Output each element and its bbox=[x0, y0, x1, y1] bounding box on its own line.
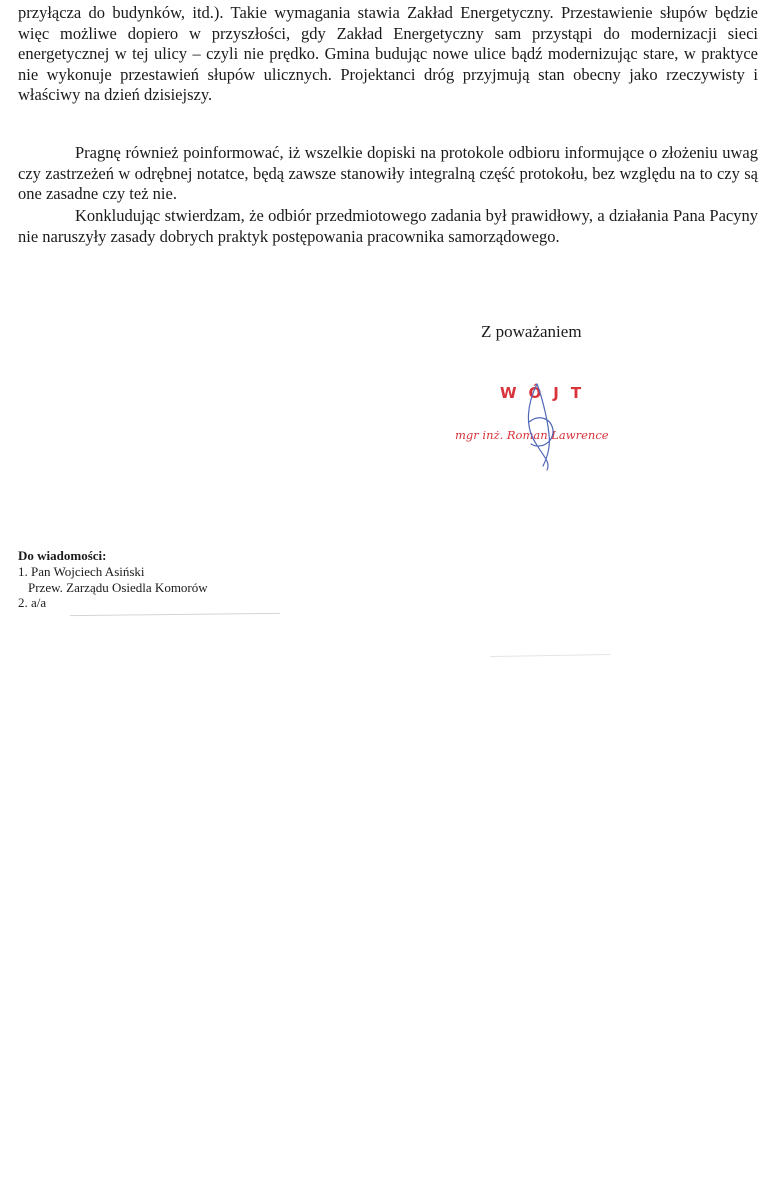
closing-salutation: Z poważaniem bbox=[481, 322, 582, 341]
stamp-title: WÓJT bbox=[500, 384, 594, 402]
distribution-item-1-detail: Przew. Zarządu Osiedla Komorów bbox=[28, 579, 208, 595]
distribution-list bbox=[18, 548, 208, 611]
paragraph-3: Konkludując stwierdzam, że odbiór przedmiotowego zadania był prawidłowy, a działania Pana Pacyny nie naruszyły zasady dobrych praktyk postępowania pracownika samorządowego. bbox=[18, 206, 758, 246]
paragraph-2: Pragnę również poinformować, iż wszelkie dopiski na protokole odbioru informujące o złożeniu uwag czy zastrzeżeń w odrębnej notatce, będą zawsze stanowiły integralną część protokołu, bez względu na to czy są one zasadne czy też nie. bbox=[18, 143, 758, 204]
scan-artifact-line bbox=[70, 613, 280, 616]
distribution-heading: Do wiadomości: bbox=[18, 548, 107, 563]
official-stamp bbox=[455, 364, 655, 474]
distribution-item-1: 1. Pan Wojciech Asiński bbox=[18, 563, 145, 579]
paragraph-1: przyłącza do budynków, itd.). Takie wymagania stawia Zakład Energetyczny. Przestawienie słupów będzie więc możliwe dopiero w przyszłości, gdy Zakład Energetyczny sam przystąpi do modernizacji sieci energetycznej w tej ulicy – czyli nie prędko. Gmina budując nowe ulice bądź modernizując stare, w praktyce nie wykonuje przestawień słupów ulicznych. Projektanci dróg przyjmują stan obecny jako rzeczywisty i właściwy na dzień dzisiejszy. bbox=[18, 3, 758, 105]
distribution-item-2: 2. a/a bbox=[18, 595, 47, 611]
handwritten-signature bbox=[455, 364, 655, 474]
stamp-name: mgr inż. Roman Lawrence bbox=[455, 428, 609, 442]
scan-artifact-line bbox=[490, 654, 610, 657]
